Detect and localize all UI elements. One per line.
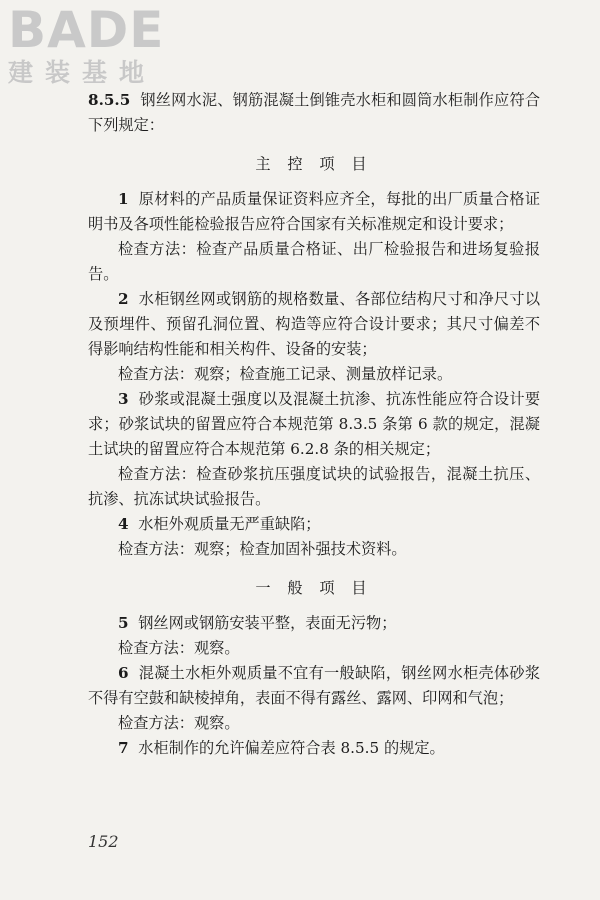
general-items-heading: 一 般 项 目 (255, 579, 373, 597)
item-number: 5 (118, 614, 129, 632)
item-number: 7 (118, 739, 129, 757)
item-text: 水柜外观质量无严重缺陷； (138, 515, 321, 533)
watermark-logo-text: BADE (8, 1, 165, 59)
item-number: 6 (118, 664, 129, 682)
item-6 (88, 661, 540, 711)
item-4 (88, 512, 540, 537)
check-method-6: 检查方法：观察。 (118, 714, 240, 732)
main-control-heading: 主 控 项 目 (255, 155, 373, 173)
item-number: 1 (118, 190, 129, 208)
item-text: 砂浆或混凝土强度以及混凝土抗渗、抗冻性能应符合设计要求；砂浆试块的留置应符合本规范第 8.3.5 条第 6 款的规定，混凝土试块的留置应符合本规范第 6.2.8 条的相关规定； (88, 390, 541, 458)
document-body (88, 88, 540, 761)
check-method-4: 检查方法：观察；检查加固补强技术资料。 (118, 540, 407, 558)
item-3 (88, 387, 540, 462)
section-title: 钢丝网水泥、钢筋混凝土倒锥壳水柜和圆筒水柜制作应符合下列规定： (88, 91, 541, 134)
section-number: 8.5.5 (88, 91, 131, 109)
item-text: 钢丝网或钢筋安装平整，表面无污物； (138, 614, 397, 632)
item-text: 水柜钢丝网或钢筋的规格数量、各部位结构尺寸和净尺寸以及预埋件、预留孔洞位置、构造等应符合设计要求；其尺寸偏差不得影响结构性能和相关构件、设备的安装； (88, 290, 541, 358)
item-number: 3 (118, 390, 129, 408)
item-7 (88, 736, 540, 761)
section-clause (88, 88, 540, 138)
item-number: 4 (118, 515, 129, 533)
check-method-2: 检查方法：观察；检查施工记录、测量放样记录。 (118, 365, 453, 383)
item-2 (88, 287, 540, 362)
item-5 (88, 611, 540, 636)
page-number: 152 (88, 832, 119, 851)
item-number: 2 (118, 290, 129, 308)
watermark-logo (8, 1, 165, 88)
item-1 (88, 187, 540, 237)
watermark-logo-subtitle: 建装基地 (8, 58, 157, 87)
check-method-5: 检查方法：观察。 (118, 639, 240, 657)
check-method-1: 检查方法：检查产品质量合格证、出厂检验报告和进场复验报告。 (88, 240, 540, 283)
item-text: 混凝土水柜外观质量不宜有一般缺陷，钢丝网水柜壳体砂浆不得有空鼓和缺棱掉角，表面不得有露丝、露网、印网和气泡； (88, 664, 541, 707)
item-text: 水柜制作的允许偏差应符合表 8.5.5 的规定。 (138, 739, 445, 757)
item-text: 原材料的产品质量保证资料应齐全，每批的出厂质量合格证明书及各项性能检验报告应符合国家有关标准规定和设计要求； (88, 190, 541, 233)
check-method-3: 检查方法：检查砂浆抗压强度试块的试验报告，混凝土抗压、抗渗、抗冻试块试验报告。 (88, 465, 540, 508)
